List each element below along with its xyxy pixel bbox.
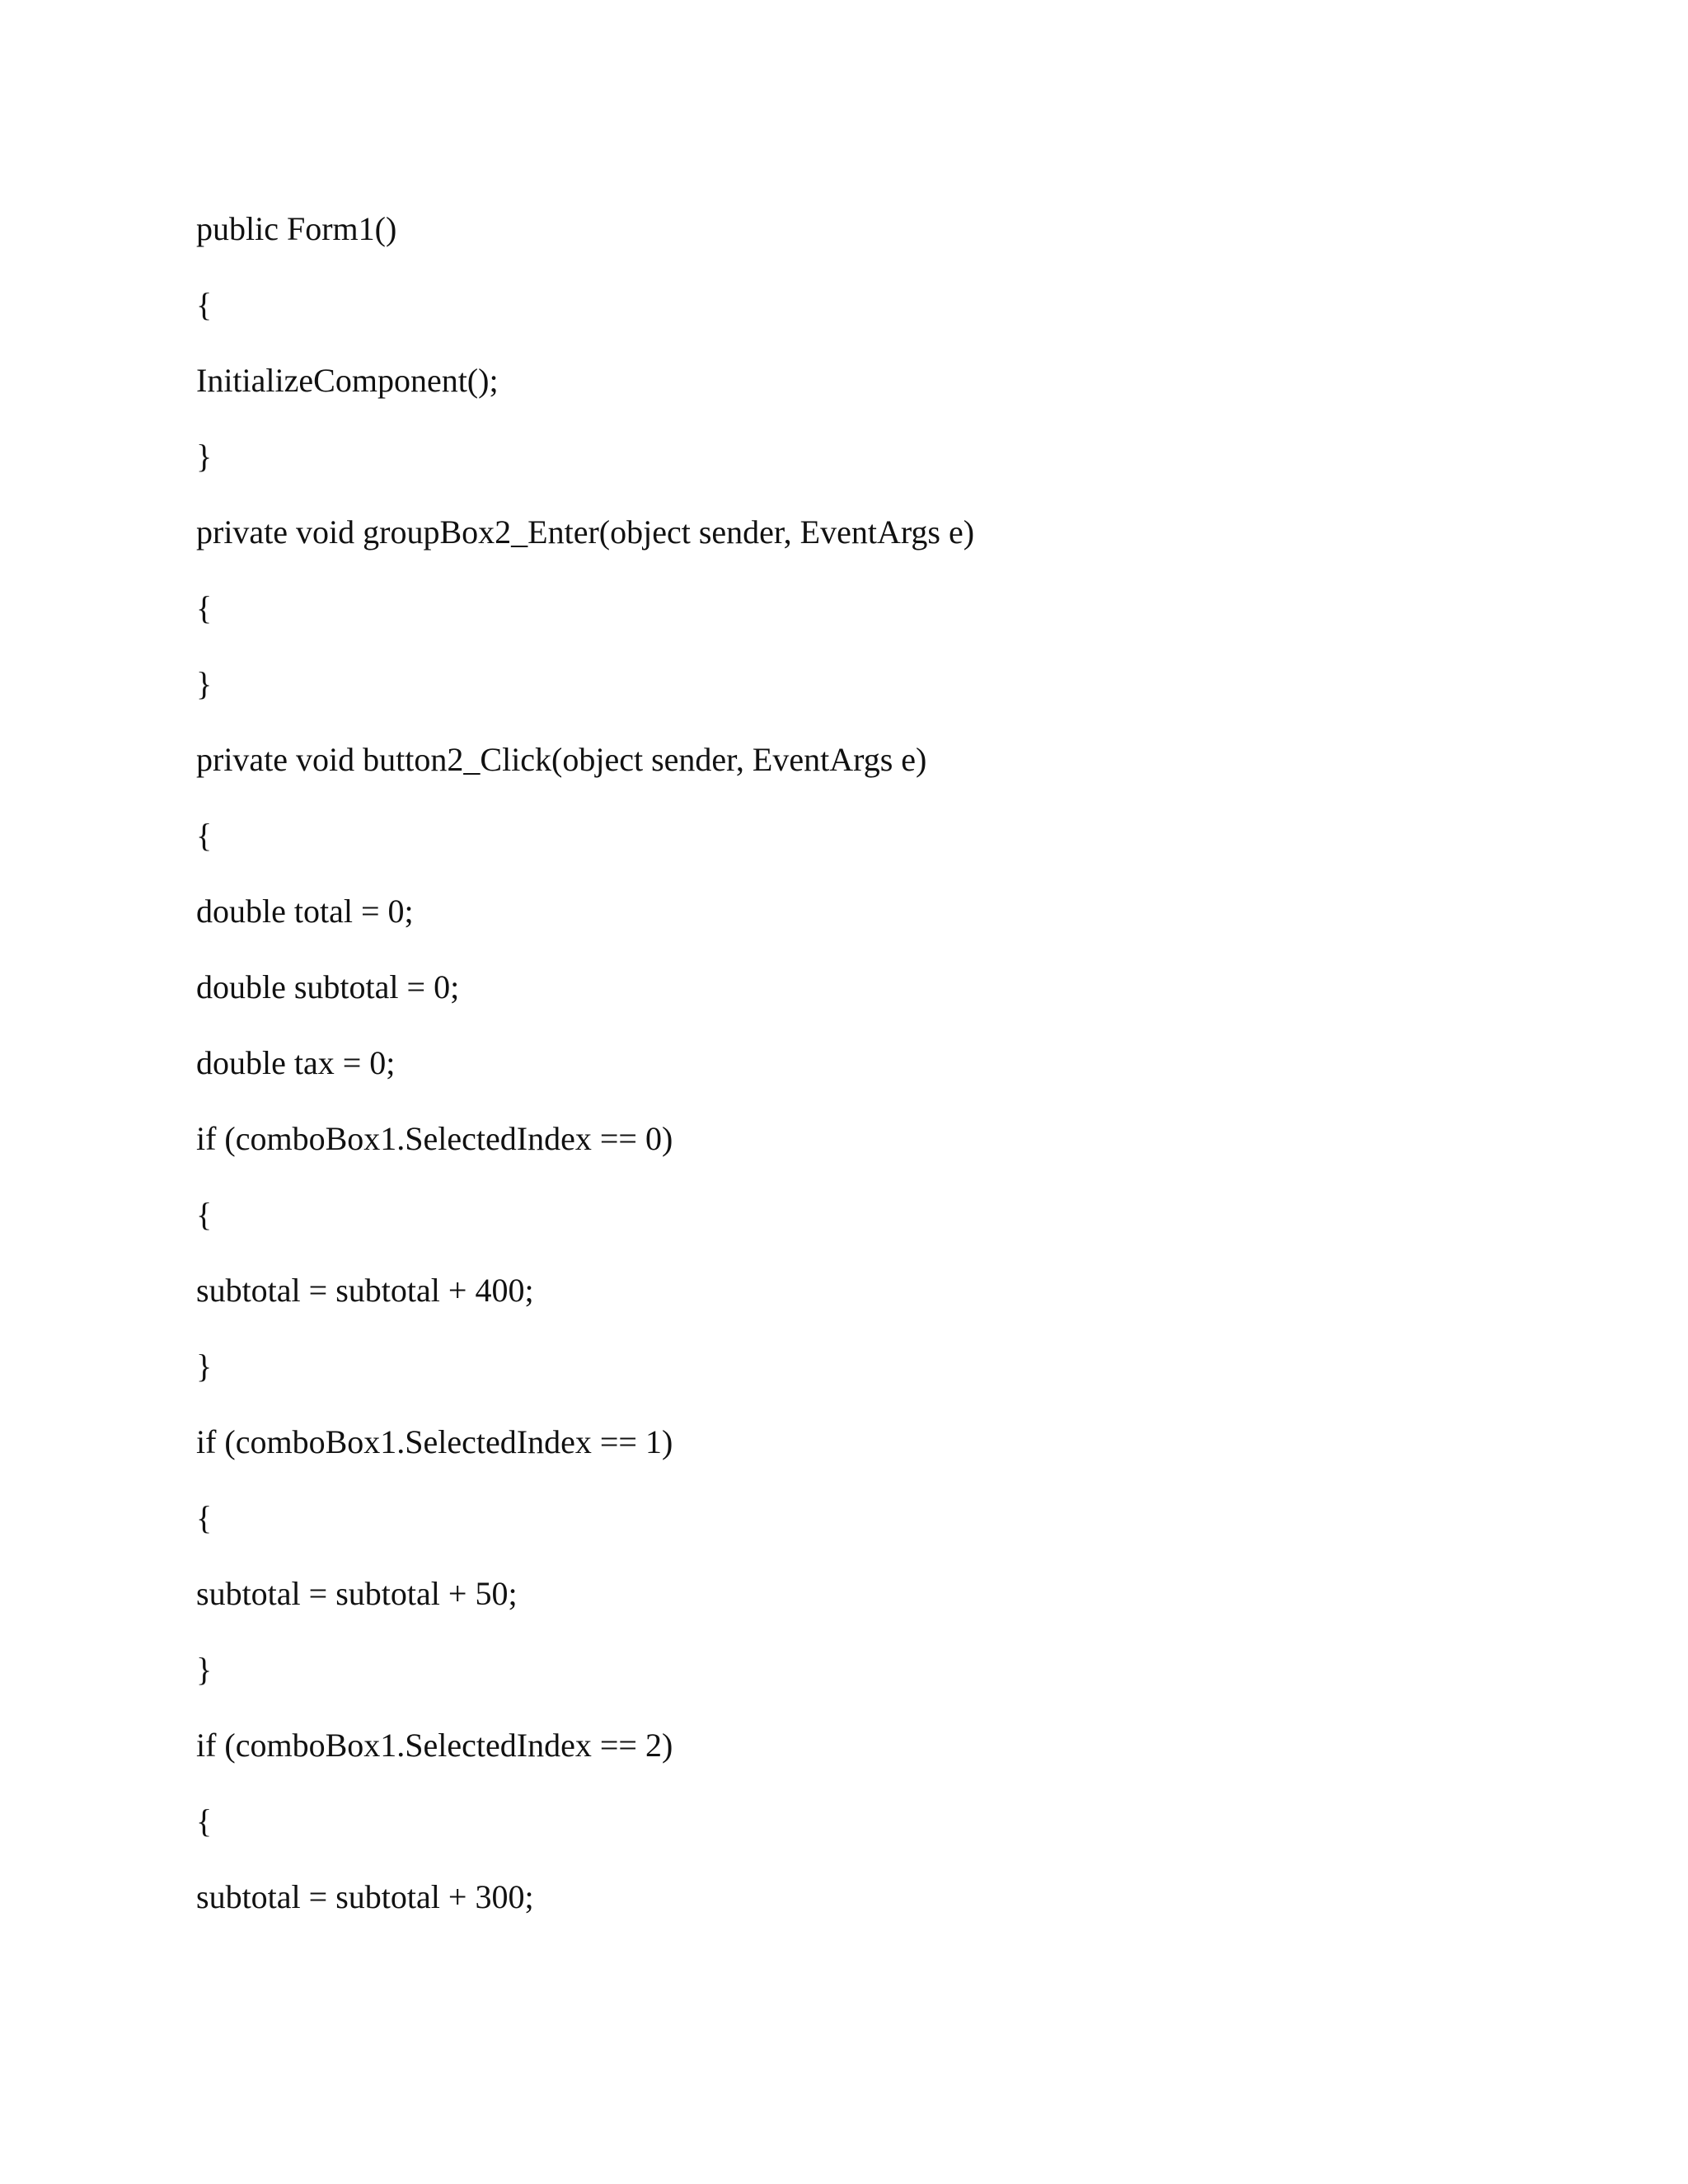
code-line: public Form1() bbox=[196, 210, 397, 247]
code-line: } bbox=[196, 1651, 213, 1688]
code-line: double tax = 0; bbox=[196, 1044, 396, 1081]
code-line: if (comboBox1.SelectedIndex == 0) bbox=[196, 1120, 673, 1157]
code-line: { bbox=[196, 1499, 213, 1536]
code-line: { bbox=[196, 286, 213, 323]
code-line: { bbox=[196, 589, 213, 626]
code-line: private void groupBox2_Enter(object sender, EventArgs e) bbox=[196, 513, 975, 551]
code-line: } bbox=[196, 438, 213, 475]
code-line: { bbox=[196, 1196, 213, 1233]
code-line: private void button2_Click(object sender, EventArgs e) bbox=[196, 741, 927, 778]
code-line: double subtotal = 0; bbox=[196, 968, 460, 1005]
code-line: if (comboBox1.SelectedIndex == 1) bbox=[196, 1423, 673, 1460]
code-line: } bbox=[196, 665, 213, 702]
code-line: { bbox=[196, 1802, 213, 1840]
code-line: subtotal = subtotal + 400; bbox=[196, 1272, 534, 1309]
code-listing bbox=[196, 191, 974, 1935]
code-line: { bbox=[196, 817, 213, 854]
code-line: } bbox=[196, 1347, 213, 1385]
code-line: double total = 0; bbox=[196, 893, 414, 930]
code-line: if (comboBox1.SelectedIndex == 2) bbox=[196, 1727, 673, 1764]
code-line: subtotal = subtotal + 300; bbox=[196, 1878, 534, 1915]
code-line: InitializeComponent(); bbox=[196, 362, 499, 399]
code-line: subtotal = subtotal + 50; bbox=[196, 1575, 518, 1612]
